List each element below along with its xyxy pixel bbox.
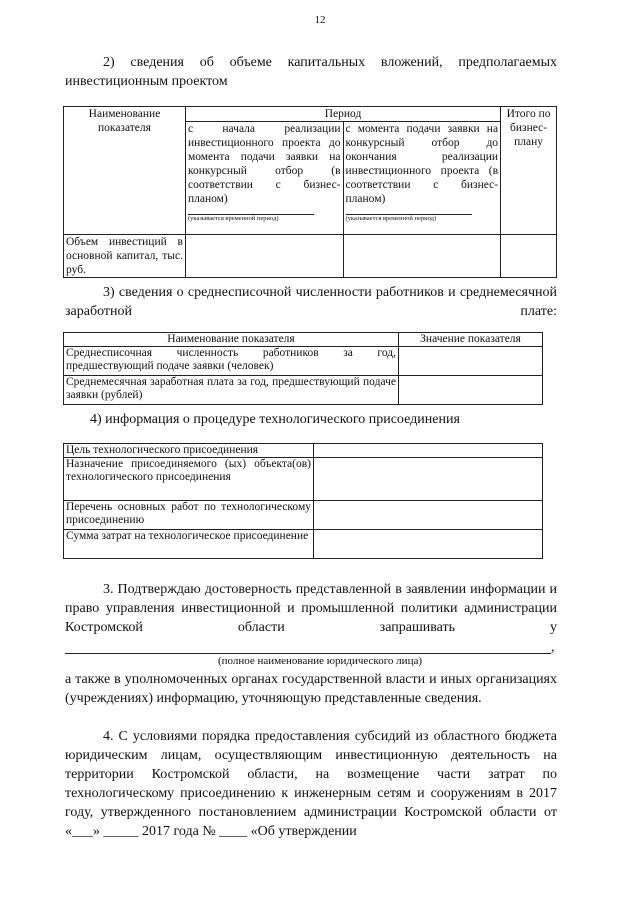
period-before-hint: (указывается временной период)	[188, 214, 314, 223]
staff-row-headcount: Среднесписочная численность работников за год, предшествующий подаче заявки (человек)	[64, 347, 399, 376]
investment-value-before[interactable]	[185, 235, 343, 278]
period-before-text: с начала реализации инвестиционного проекта до момента подачи заявки на конкурсный отбор (в соответствии с бизнес-планом)	[187, 123, 341, 205]
section2-heading: 2) сведения об объеме капитальных вложений, предполагаемых инвестиционным проектом	[65, 55, 557, 89]
investment-value-after[interactable]	[343, 235, 501, 278]
staff-value-headcount[interactable]	[399, 347, 543, 376]
investment-row-label: Объем инвестиций в основной капитал, тыс. руб.	[64, 235, 186, 278]
connection-row-works: Перечень основных работ по технологическому присоединению	[64, 501, 314, 530]
investment-table	[63, 106, 557, 278]
connection-value-works[interactable]	[314, 501, 543, 530]
item4-text: 4. С условиями порядка предоставления субсидий из областного бюджета юридическим лицам, осуществляющим инвестиционную деятельность на территории Костромской области, на возмещение части затрат по технологическому присоединению к инженерным сетям и сооружениям в 2017 году, утвержденного постановлением администрации Костромской области от «___» _____ 2017 года № ____ «Об утверждении	[65, 729, 557, 839]
staff-col-indicator: Наименование показателя	[64, 333, 399, 347]
staff-col-value: Значение показателя	[399, 333, 543, 347]
staff-value-salary[interactable]	[399, 376, 543, 405]
staff-row-salary: Среднемесячная заработная плата за год, предшествующий подаче заявки (рублей)	[64, 376, 399, 405]
item3-comma: ,	[551, 640, 555, 655]
page-number: 12	[314, 14, 326, 26]
section4-heading: 4) информация о процедуре технологического присоединения	[90, 412, 460, 427]
col-period-header: Период	[185, 107, 500, 122]
connection-row-goal: Цель технологического присоединения	[64, 444, 314, 458]
period-after-hint: (указывается временной период)	[346, 214, 472, 223]
connection-value-purpose[interactable]	[314, 458, 543, 501]
connection-table	[63, 443, 543, 559]
period-after-text: с момента подачи заявки на конкурсный отбор до окончания реализации инвестиционного проекта (в соответствии с бизнес-планом)	[345, 123, 499, 205]
legal-entity-name-line[interactable]	[65, 653, 551, 654]
legal-entity-caption: (полное наименование юридического лица)	[217, 655, 422, 667]
staff-table	[63, 332, 543, 405]
connection-row-cost: Сумма затрат на технологическое присоединение	[64, 530, 314, 559]
item3-continuation: а также в уполномоченных органах государственной власти и иных организациях (учреждениях) информацию, уточняющую представленные сведения.	[65, 672, 557, 706]
connection-row-purpose: Назначение присоединяемого (ых) объекта(ов) технологического присоединения	[64, 458, 314, 501]
section3-heading: 3) сведения о среднесписочной численности работников и среднемесячной заработной плате:	[65, 285, 557, 319]
period-after-cell	[343, 122, 501, 235]
period-before-cell	[185, 122, 343, 235]
col-total-header: Итого по бизнес-плану	[501, 107, 557, 235]
investment-value-total[interactable]	[501, 235, 557, 278]
col-indicator-header: Наименование показателя	[64, 107, 186, 235]
item3-text: 3. Подтверждаю достоверность представленной в заявлении информации и право управления инвестиционной и промышленной политики администрации Костромской области запрашивать у	[65, 582, 557, 635]
connection-value-goal[interactable]	[314, 444, 543, 458]
connection-value-cost[interactable]	[314, 530, 543, 559]
